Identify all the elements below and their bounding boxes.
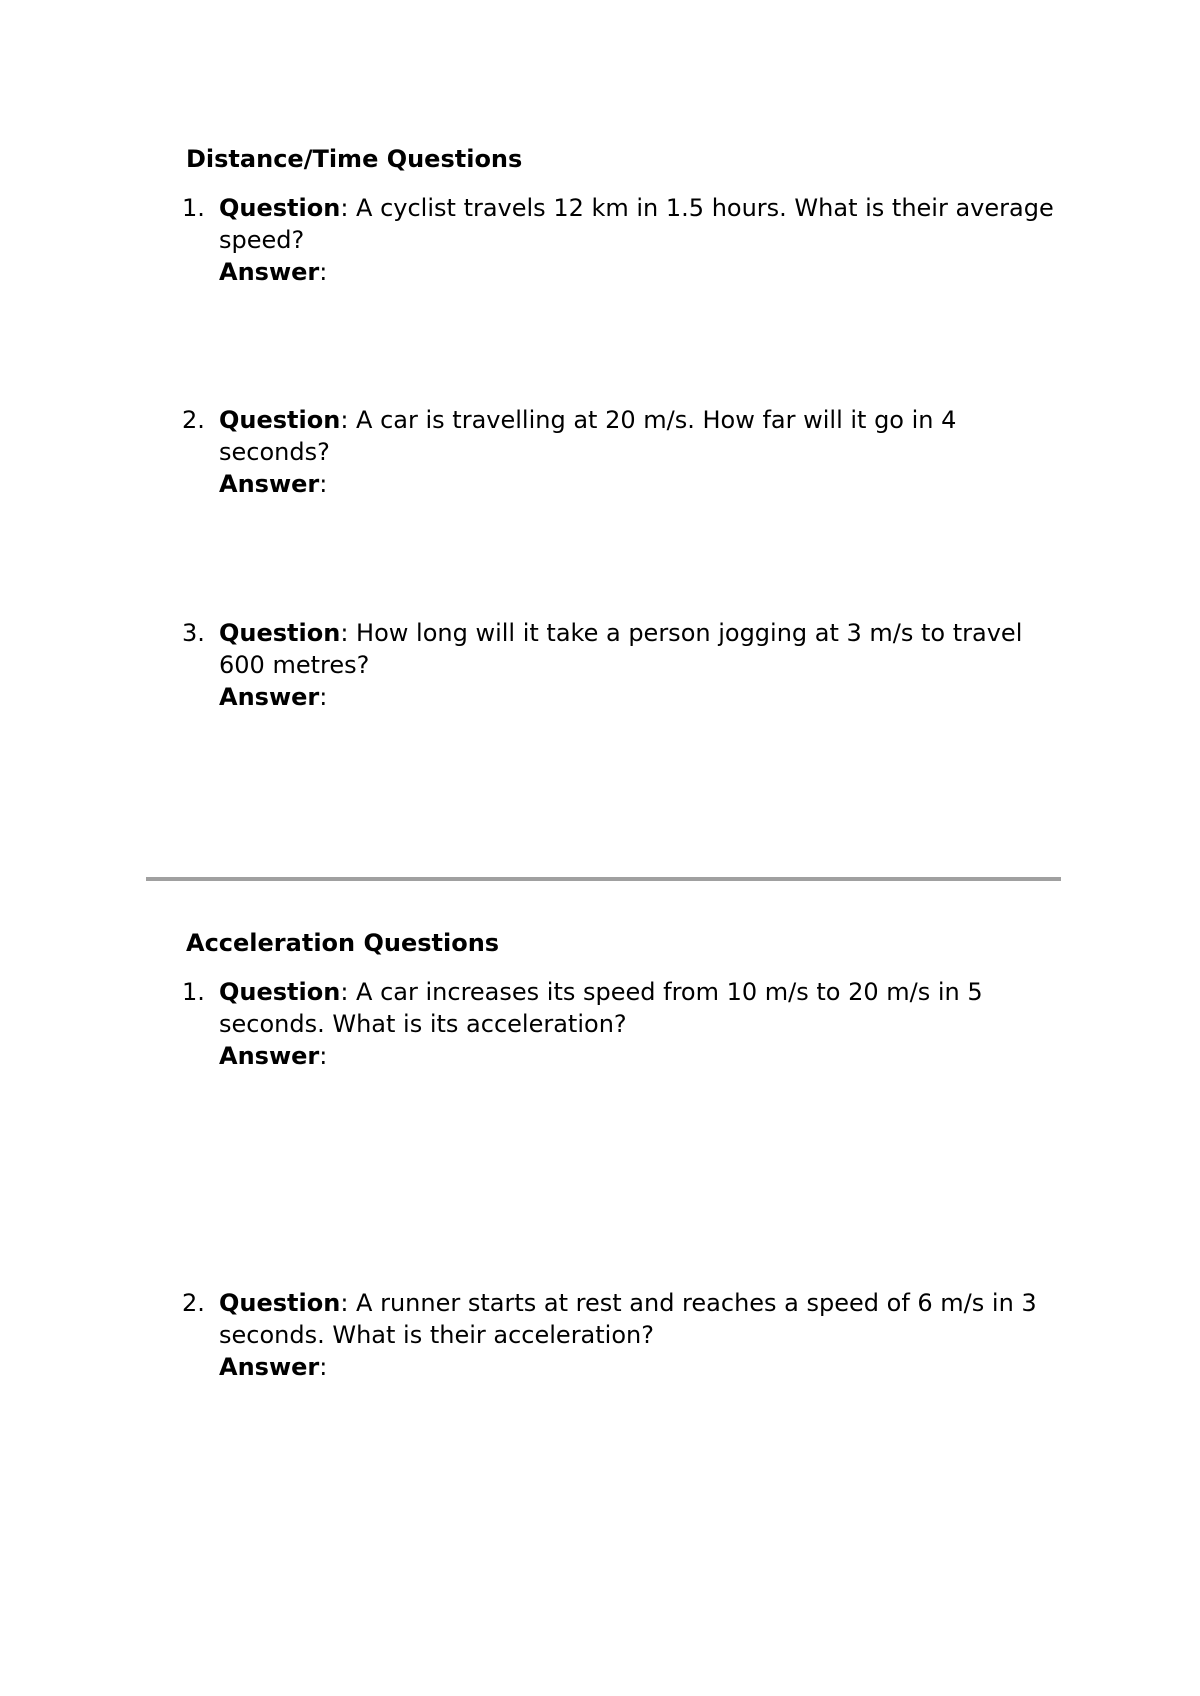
question-item xyxy=(182,617,1062,713)
question-item xyxy=(182,976,1062,1072)
question-line xyxy=(219,404,1062,468)
answer-text: : xyxy=(319,683,328,711)
answer-line xyxy=(219,1040,1062,1072)
question-item xyxy=(182,404,1062,500)
question-text: : A car is travelling at 20 m/s. How far will it go in 4 seconds? xyxy=(219,406,957,466)
question-label: Question xyxy=(219,619,341,647)
answer-line xyxy=(219,1351,1062,1383)
answer-line xyxy=(219,468,1062,500)
question-number: 2. xyxy=(182,1289,205,1317)
question-line xyxy=(219,617,1062,681)
question-label: Question xyxy=(219,194,341,222)
answer-label: Answer xyxy=(219,683,320,711)
question-text: : A cyclist travels 12 km in 1.5 hours. What is their average speed? xyxy=(219,194,1054,254)
question-line xyxy=(219,976,1062,1040)
answer-text: : xyxy=(319,258,328,286)
section-divider xyxy=(146,877,1061,881)
answer-label: Answer xyxy=(219,258,320,286)
question-text: : How long will it take a person jogging at 3 m/s to travel 600 metres? xyxy=(219,619,1023,679)
question-number: 1. xyxy=(182,194,205,222)
question-body xyxy=(219,976,1062,1072)
question-item xyxy=(182,192,1062,288)
question-number: 2. xyxy=(182,406,205,434)
question-label: Question xyxy=(219,1289,341,1317)
question-body xyxy=(219,617,1062,713)
question-line xyxy=(219,1287,1062,1351)
question-label: Question xyxy=(219,978,341,1006)
answer-line xyxy=(219,256,1062,288)
section-heading-distance-time: Distance/Time Questions xyxy=(186,145,523,173)
question-line xyxy=(219,192,1062,256)
answer-text: : xyxy=(319,1353,328,1381)
question-item xyxy=(182,1287,1062,1383)
answer-label: Answer xyxy=(219,1353,320,1381)
question-text: : A car increases its speed from 10 m/s to 20 m/s in 5 seconds. What is its acceleration? xyxy=(219,978,983,1038)
question-number: 1. xyxy=(182,978,205,1006)
question-body xyxy=(219,192,1062,288)
question-body xyxy=(219,404,1062,500)
answer-label: Answer xyxy=(219,1042,320,1070)
question-body xyxy=(219,1287,1062,1383)
question-number: 3. xyxy=(182,619,205,647)
answer-text: : xyxy=(319,1042,328,1070)
answer-line xyxy=(219,681,1062,713)
question-label: Question xyxy=(219,406,341,434)
answer-label: Answer xyxy=(219,470,320,498)
section-heading-acceleration: Acceleration Questions xyxy=(186,929,500,957)
question-text: : A runner starts at rest and reaches a speed of 6 m/s in 3 seconds. What is their acceleration? xyxy=(219,1289,1037,1349)
answer-text: : xyxy=(319,470,328,498)
